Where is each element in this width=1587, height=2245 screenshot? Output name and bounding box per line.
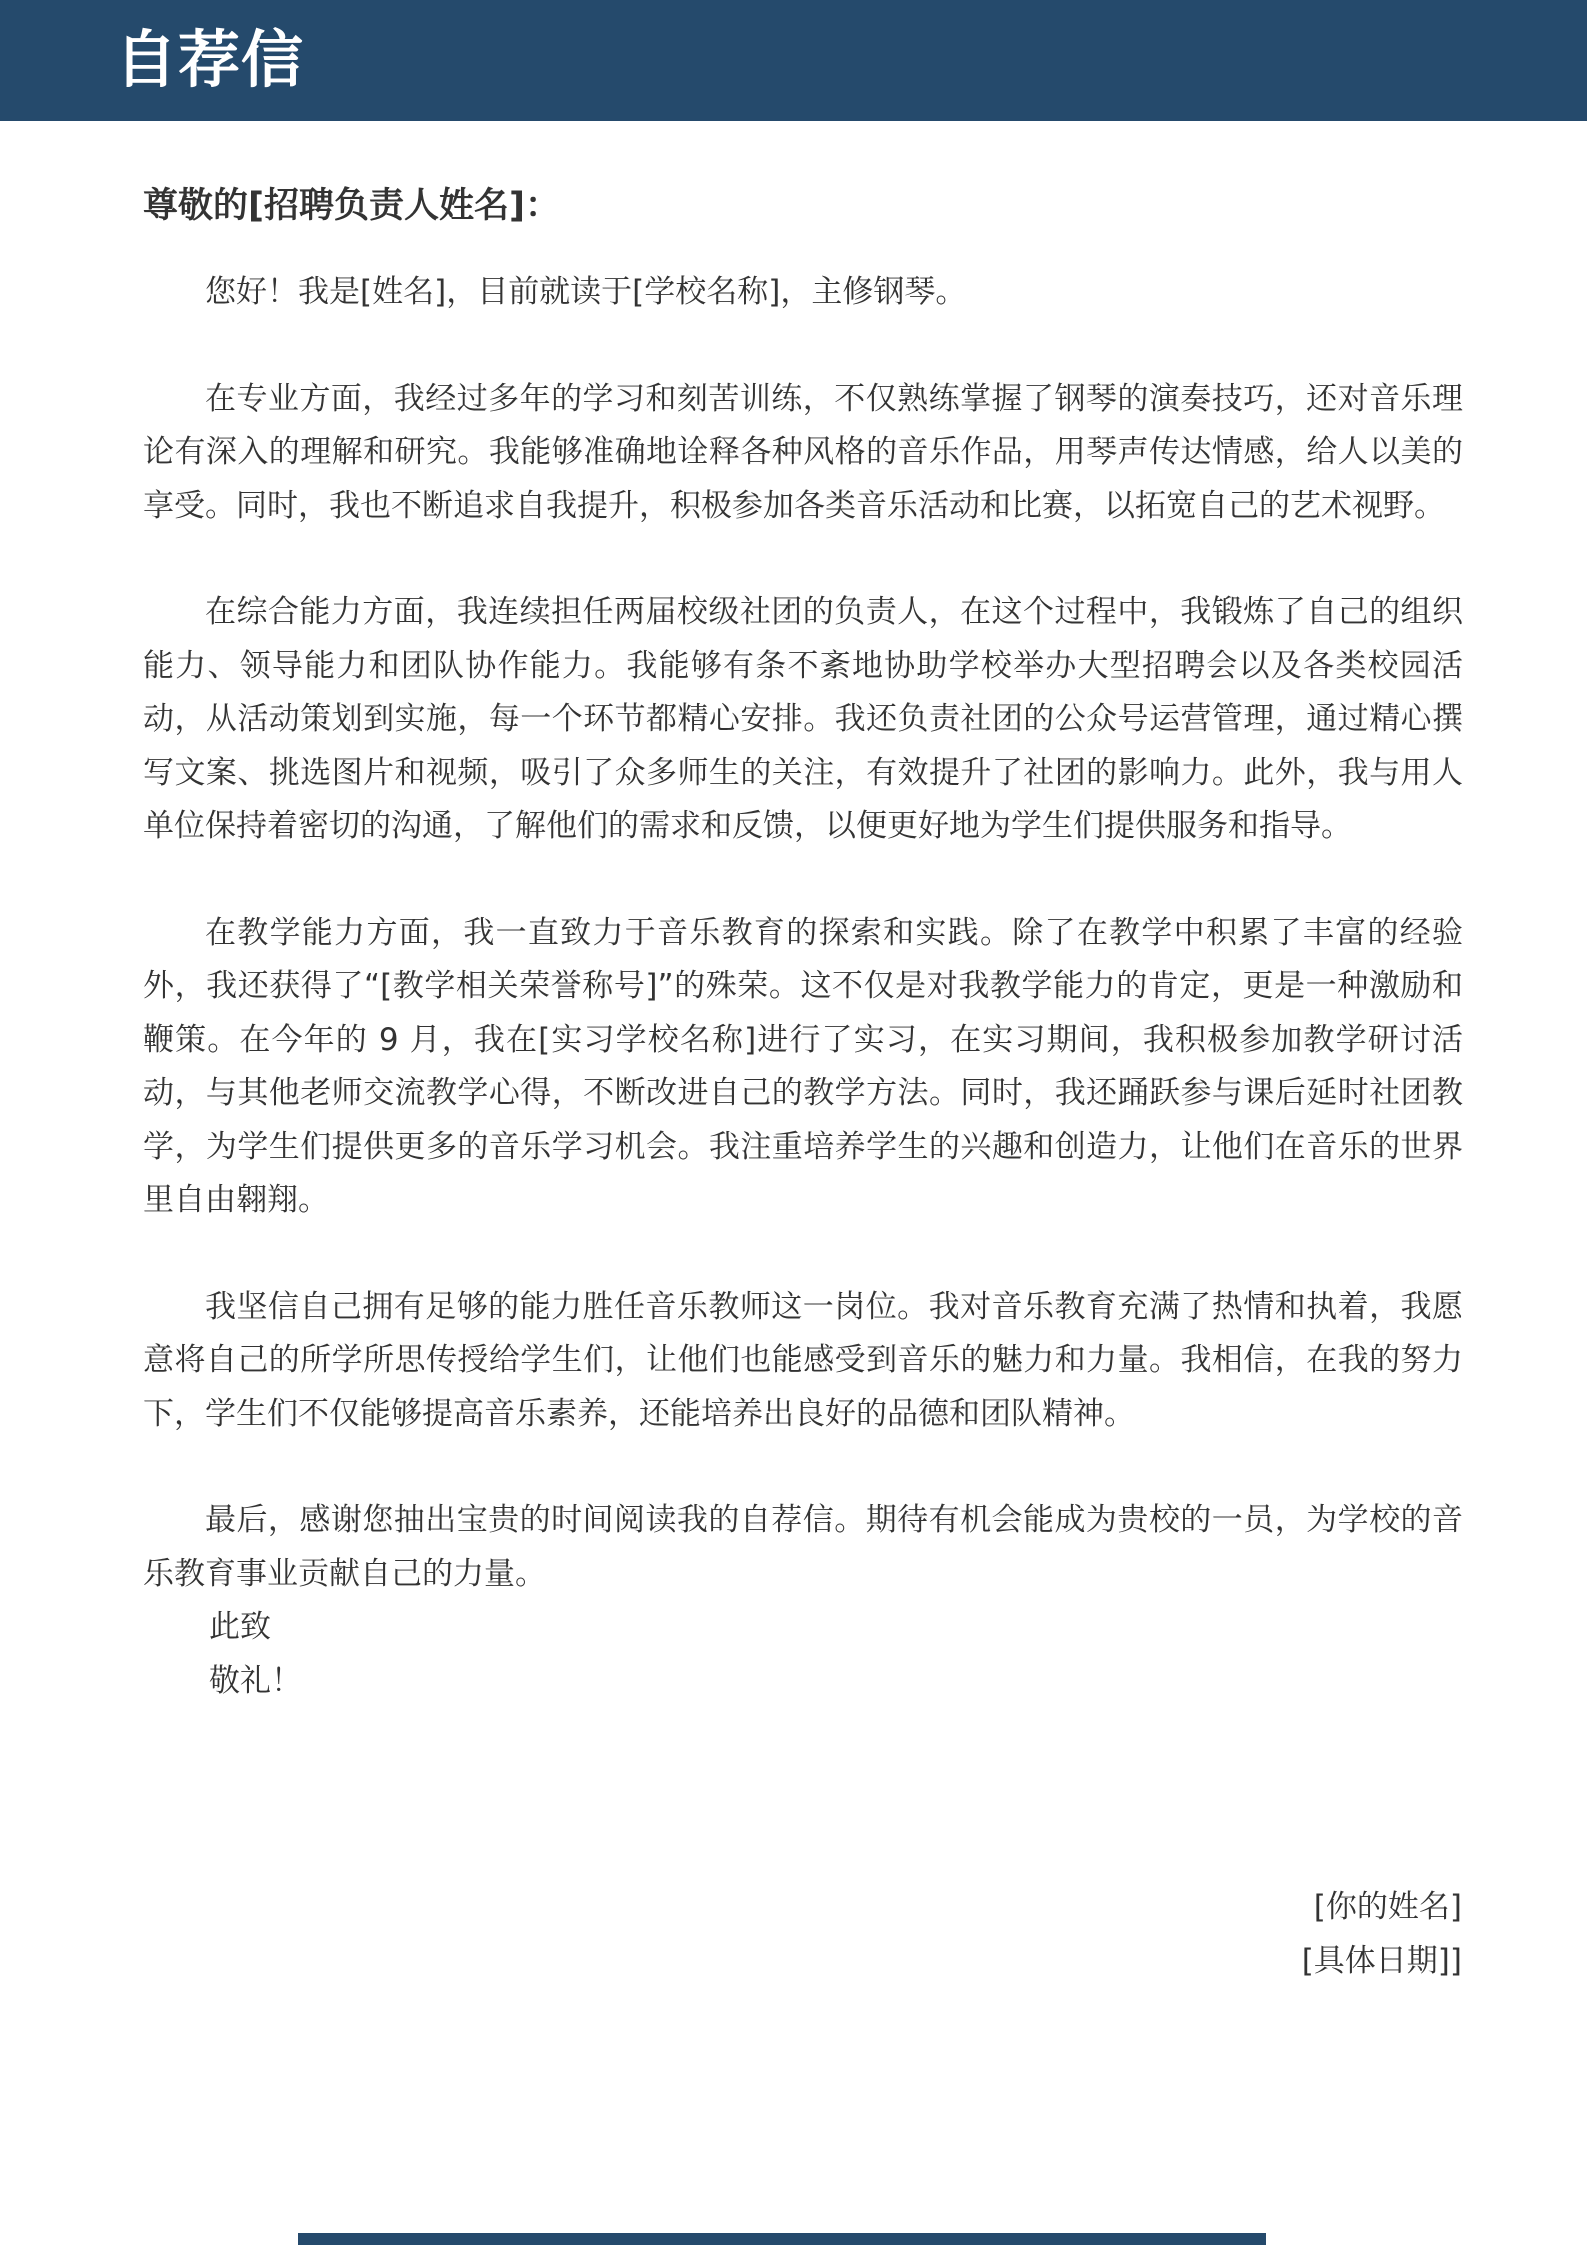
paragraph-greeting: 您好！我是[姓名]，目前就读于[学校名称]，主修钢琴。 [205, 274, 967, 310]
paragraph-comprehensive: 在综合能力方面，我连续担任两届校级社团的负责人，在这个过程中，我锻炼了自己的组织能力、领导能力和团队协作能力。我能够有条不紊地协助学校举办大型招聘会以及各类校园活动，从活动策划到实施，每一个环节都精心安排。我还负责社团的公众号运营管理，通过精心撰写文案、挑选图片和视频，吸引了众多师生的关注，有效提升了社团的影响力。此外，我与用人单位保持着密切的沟通，了解他们的需求和反馈，以便更好地为学生们提供服务和指导。 [143, 594, 1463, 844]
paragraph-professional: 在专业方面，我经过多年的学习和刻苦训练，不仅熟练掌握了钢琴的演奏技巧，还对音乐理论有深入的理解和研究。我能够准确地诠释各种风格的音乐作品，用琴声传达情感，给人以美的享受。同时，我也不断追求自我提升，积极参加各类音乐活动和比赛，以拓宽自己的艺术视野。 [143, 380, 1463, 524]
signature-date: [具体日期]] [1301, 1942, 1462, 1979]
header-bar [0, 0, 1587, 121]
closing-salute: 敬礼！ [209, 1662, 302, 1699]
paragraph-teaching: 在教学能力方面，我一直致力于音乐教育的探索和实践。除了在教学中积累了丰富的经验外，我还获得了“[教学相关荣誉称号]”的殊荣。这不仅是对我教学能力的肯定，更是一种激励和鞭策。在今年的 9 月，我在[实习学校名称]进行了实习，在实习期间，我积极参加教学研讨活动，与其他老师交流教学心得，不断改进自己的教学方法。同时，我还踊跃参与课后延时社团教学，为学生们提供更多的音乐学习机会。我注重培养学生的兴趣和创造力，让他们在音乐的世界里自由翱翔。 [143, 914, 1463, 1218]
footer-bar [298, 2233, 1266, 2245]
salutation: 尊敬的[招聘负责人姓名]： [143, 186, 560, 226]
document-title: 自荐信 [115, 23, 305, 96]
closing-regards: 此致 [209, 1609, 271, 1645]
signature-name: [你的姓名] [1313, 1889, 1462, 1925]
paragraph-closing: 最后，感谢您抽出宝贵的时间阅读我的自荐信。期待有机会能成为贵校的一员，为学校的音乐教育事业贡献自己的力量。 [143, 1502, 1463, 1592]
paragraph-confidence: 我坚信自己拥有足够的能力胜任音乐教师这一岗位。我对音乐教育充满了热情和执着，我愿意将自己的所学所思传授给学生们，让他们也能感受到音乐的魅力和力量。我相信，在我的努力下，学生们不仅能够提高音乐素养，还能培养出良好的品德和团队精神。 [143, 1288, 1463, 1432]
letter-body [143, 176, 1463, 1708]
signature-block [1302, 1881, 1462, 1988]
